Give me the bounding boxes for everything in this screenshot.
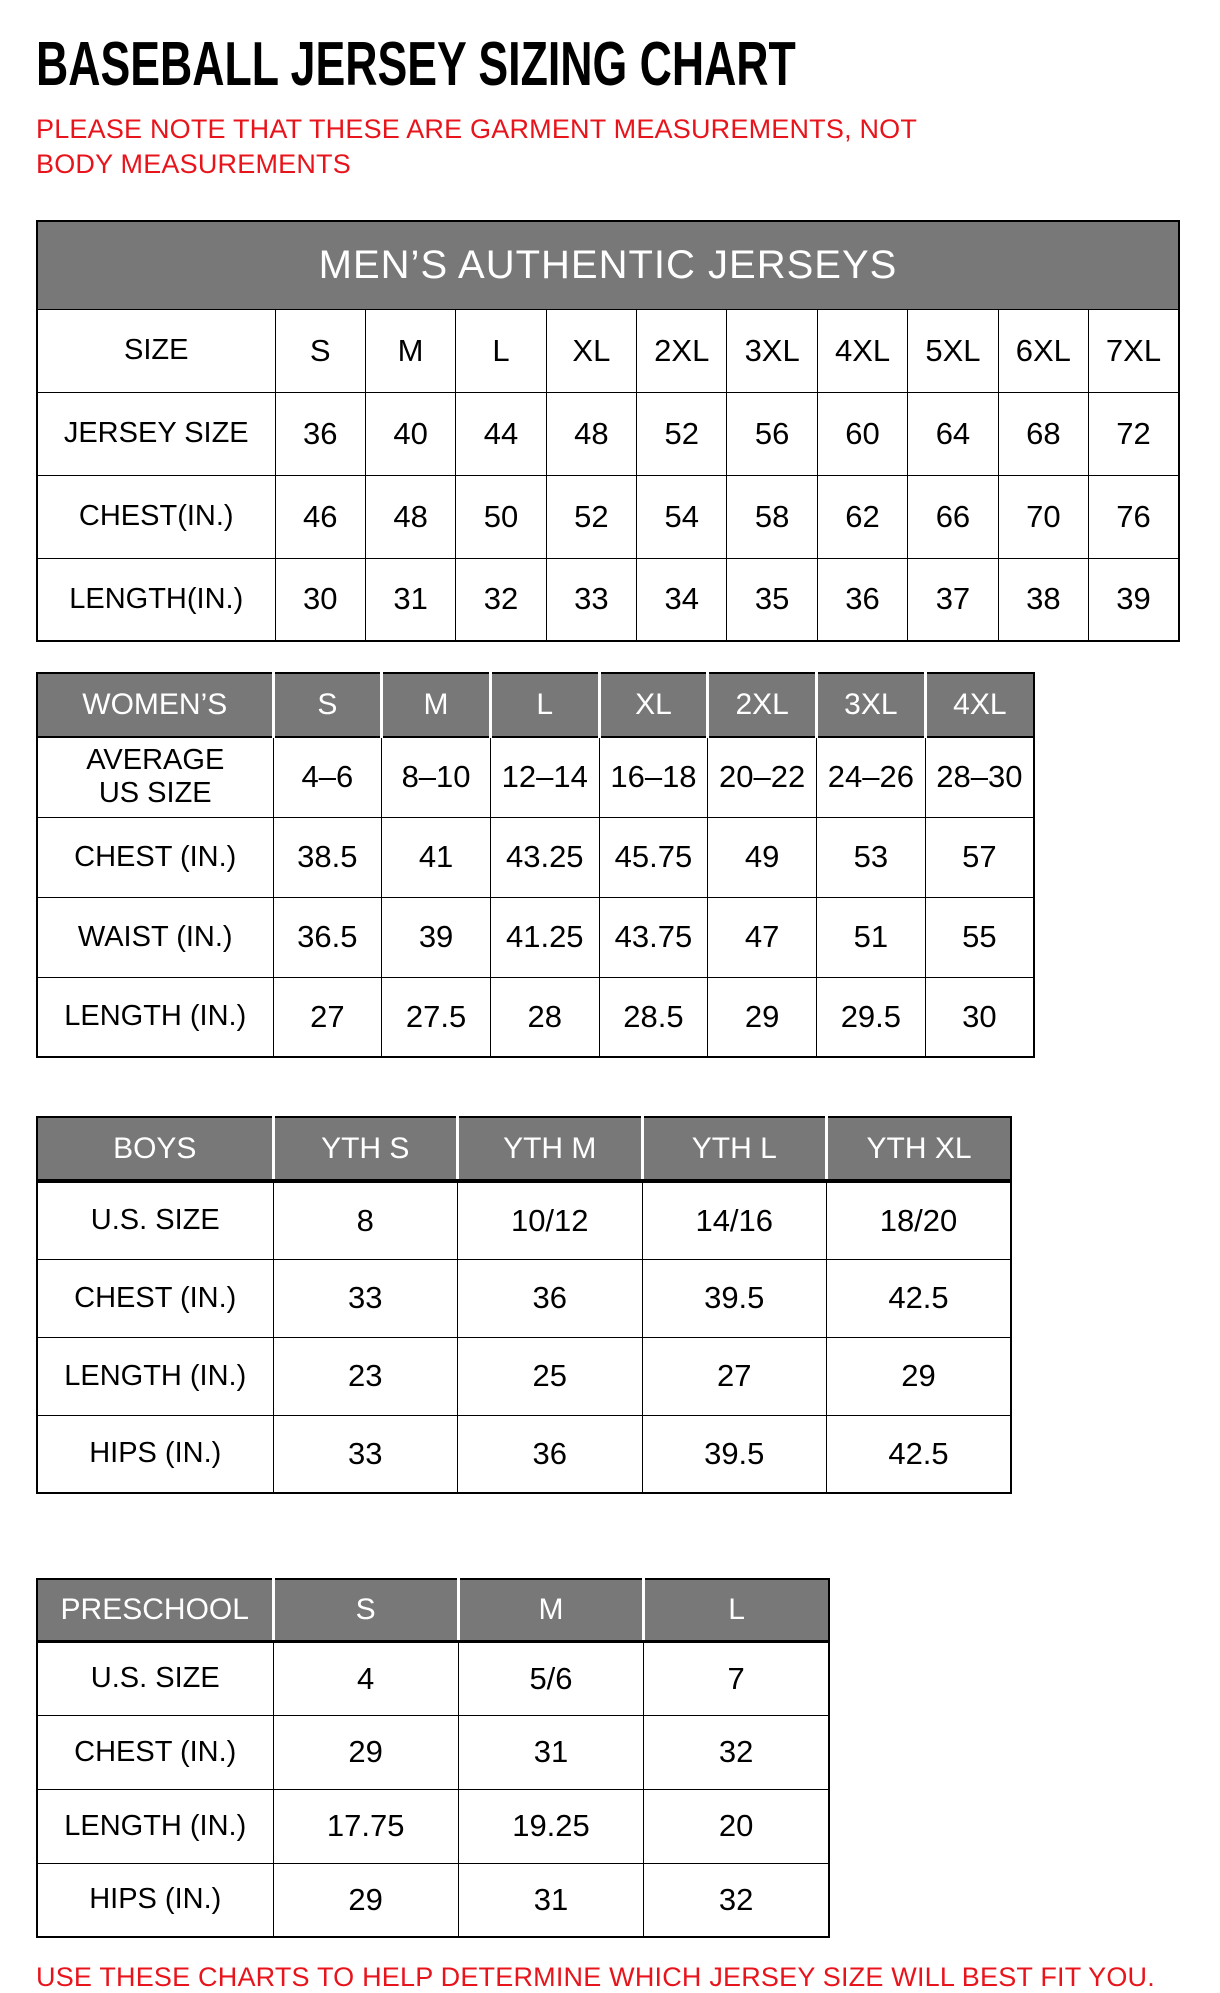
value-cell: 38 xyxy=(998,558,1088,641)
value-cell: 28 xyxy=(490,977,599,1057)
table-title-cell: WOMEN’S xyxy=(37,673,273,737)
value-cell: 8–10 xyxy=(382,737,491,817)
value-cell: 29.5 xyxy=(817,977,926,1057)
row-label-cell: LENGTH (IN.) xyxy=(37,977,273,1057)
garment-measurement-note: PLEASE NOTE THAT THESE ARE GARMENT MEASUREMENTS, NOT BODY MEASUREMENTS xyxy=(36,114,917,180)
value-cell: 57 xyxy=(925,817,1034,897)
value-cell: 46 xyxy=(275,475,365,558)
value-cell: 5/6 xyxy=(458,1641,643,1715)
value-cell: 35 xyxy=(727,558,817,641)
womens-sizing-table xyxy=(36,672,1035,1058)
table-row xyxy=(37,897,1034,977)
value-cell: 28–30 xyxy=(925,737,1034,817)
table-row xyxy=(37,309,1179,392)
value-cell: 16–18 xyxy=(599,737,708,817)
value-cell: 29 xyxy=(273,1863,458,1937)
value-cell: 76 xyxy=(1089,475,1179,558)
value-cell: 34 xyxy=(637,558,727,641)
value-cell: 24–26 xyxy=(817,737,926,817)
value-cell: 30 xyxy=(275,558,365,641)
column-header-cell: YTH L xyxy=(642,1117,827,1181)
value-cell: 20–22 xyxy=(708,737,817,817)
row-label-cell: AVERAGE US SIZE xyxy=(37,737,273,817)
value-cell: 36 xyxy=(817,558,907,641)
value-cell: 33 xyxy=(273,1415,458,1493)
value-cell: 64 xyxy=(908,392,998,475)
value-cell: 6XL xyxy=(998,309,1088,392)
value-cell: S xyxy=(275,309,365,392)
value-cell: 66 xyxy=(908,475,998,558)
row-label-cell: LENGTH (IN.) xyxy=(37,1789,273,1863)
column-header-cell: M xyxy=(458,1579,643,1641)
table-row xyxy=(37,475,1179,558)
table-row xyxy=(37,1337,1011,1415)
value-cell: 32 xyxy=(644,1863,829,1937)
table-row xyxy=(37,1641,829,1715)
value-cell: 49 xyxy=(708,817,817,897)
value-cell: 4–6 xyxy=(273,737,382,817)
value-cell: 8 xyxy=(273,1181,458,1259)
value-cell: 20 xyxy=(644,1789,829,1863)
row-label-cell: LENGTH (IN.) xyxy=(37,1337,273,1415)
table-row xyxy=(37,817,1034,897)
page-title: BASEBALL JERSEY SIZING CHART xyxy=(36,30,796,99)
value-cell: 43.25 xyxy=(490,817,599,897)
value-cell: M xyxy=(365,309,455,392)
value-cell: 32 xyxy=(456,558,546,641)
row-label-cell: HIPS (IN.) xyxy=(37,1863,273,1937)
value-cell: 37 xyxy=(908,558,998,641)
value-cell: 51 xyxy=(817,897,926,977)
mens-sizing-table xyxy=(36,220,1180,642)
value-cell: 39 xyxy=(382,897,491,977)
value-cell: 32 xyxy=(644,1715,829,1789)
column-header-cell: XL xyxy=(599,673,708,737)
column-header-cell: L xyxy=(644,1579,829,1641)
value-cell: 31 xyxy=(458,1863,643,1937)
column-header-cell: M xyxy=(382,673,491,737)
value-cell: 42.5 xyxy=(827,1259,1012,1337)
table-row xyxy=(37,1415,1011,1493)
value-cell: 30 xyxy=(925,977,1034,1057)
value-cell: 36 xyxy=(275,392,365,475)
value-cell: 5XL xyxy=(908,309,998,392)
value-cell: 68 xyxy=(998,392,1088,475)
table-row xyxy=(37,1181,1011,1259)
column-header-cell: 4XL xyxy=(925,673,1034,737)
value-cell: 33 xyxy=(273,1259,458,1337)
table-row xyxy=(37,392,1179,475)
preschool-sizing-table xyxy=(36,1578,830,1938)
value-cell: 29 xyxy=(273,1715,458,1789)
value-cell: 39 xyxy=(1089,558,1179,641)
value-cell: 52 xyxy=(637,392,727,475)
value-cell: 31 xyxy=(365,558,455,641)
value-cell: 41.25 xyxy=(490,897,599,977)
value-cell: 12–14 xyxy=(490,737,599,817)
value-cell: 40 xyxy=(365,392,455,475)
column-header-cell: S xyxy=(273,1579,458,1641)
value-cell: 36.5 xyxy=(273,897,382,977)
value-cell: 54 xyxy=(637,475,727,558)
value-cell: 60 xyxy=(817,392,907,475)
value-cell: XL xyxy=(546,309,636,392)
column-header-cell: YTH M xyxy=(458,1117,643,1181)
value-cell: 25 xyxy=(458,1337,643,1415)
table-row xyxy=(37,1863,829,1937)
value-cell: 38.5 xyxy=(273,817,382,897)
value-cell: 48 xyxy=(365,475,455,558)
value-cell: 27 xyxy=(642,1337,827,1415)
table-row xyxy=(37,977,1034,1057)
value-cell: 36 xyxy=(458,1259,643,1337)
table-row xyxy=(37,737,1034,817)
row-label-cell: JERSEY SIZE xyxy=(37,392,275,475)
value-cell: 41 xyxy=(382,817,491,897)
boys-sizing-table xyxy=(36,1116,1012,1494)
table-banner-row xyxy=(37,221,1179,309)
value-cell: 4 xyxy=(273,1641,458,1715)
value-cell: 39.5 xyxy=(642,1415,827,1493)
value-cell: 39.5 xyxy=(642,1259,827,1337)
value-cell: 62 xyxy=(817,475,907,558)
column-header-cell: YTH S xyxy=(273,1117,458,1181)
value-cell: 10/12 xyxy=(458,1181,643,1259)
row-label-cell: SIZE xyxy=(37,309,275,392)
value-cell: 7 xyxy=(644,1641,829,1715)
column-header-cell: 3XL xyxy=(817,673,926,737)
value-cell: 33 xyxy=(546,558,636,641)
value-cell: 23 xyxy=(273,1337,458,1415)
column-header-row xyxy=(37,1117,1011,1181)
column-header-cell: L xyxy=(490,673,599,737)
value-cell: 2XL xyxy=(637,309,727,392)
row-label-cell: LENGTH(IN.) xyxy=(37,558,275,641)
value-cell: L xyxy=(456,309,546,392)
row-label-cell: HIPS (IN.) xyxy=(37,1415,273,1493)
value-cell: 27 xyxy=(273,977,382,1057)
row-label-cell: CHEST(IN.) xyxy=(37,475,275,558)
value-cell: 3XL xyxy=(727,309,817,392)
value-cell: 27.5 xyxy=(382,977,491,1057)
value-cell: 43.75 xyxy=(599,897,708,977)
table-row xyxy=(37,558,1179,641)
column-header-row xyxy=(37,673,1034,737)
fit-advice-footer: USE THESE CHARTS TO HELP DETERMINE WHICH JERSEY SIZE WILL BEST FIT YOU. xyxy=(36,1962,1155,1993)
row-label-cell: WAIST (IN.) xyxy=(37,897,273,977)
value-cell: 18/20 xyxy=(827,1181,1012,1259)
table-row xyxy=(37,1789,829,1863)
value-cell: 44 xyxy=(456,392,546,475)
value-cell: 29 xyxy=(708,977,817,1057)
row-label-cell: U.S. SIZE xyxy=(37,1641,273,1715)
value-cell: 45.75 xyxy=(599,817,708,897)
column-header-row xyxy=(37,1579,829,1641)
value-cell: 19.25 xyxy=(458,1789,643,1863)
table-banner: MEN’S AUTHENTIC JERSEYS xyxy=(37,221,1179,309)
value-cell: 4XL xyxy=(817,309,907,392)
value-cell: 47 xyxy=(708,897,817,977)
value-cell: 52 xyxy=(546,475,636,558)
column-header-cell: YTH XL xyxy=(827,1117,1012,1181)
value-cell: 53 xyxy=(817,817,926,897)
value-cell: 17.75 xyxy=(273,1789,458,1863)
value-cell: 28.5 xyxy=(599,977,708,1057)
row-label-cell: CHEST (IN.) xyxy=(37,1715,273,1789)
value-cell: 29 xyxy=(827,1337,1012,1415)
column-header-cell: 2XL xyxy=(708,673,817,737)
value-cell: 55 xyxy=(925,897,1034,977)
table-row xyxy=(37,1259,1011,1337)
value-cell: 31 xyxy=(458,1715,643,1789)
value-cell: 72 xyxy=(1089,392,1179,475)
table-title-cell: PRESCHOOL xyxy=(37,1579,273,1641)
row-label-cell: CHEST (IN.) xyxy=(37,817,273,897)
value-cell: 50 xyxy=(456,475,546,558)
value-cell: 42.5 xyxy=(827,1415,1012,1493)
table-title-cell: BOYS xyxy=(37,1117,273,1181)
row-label-cell: U.S. SIZE xyxy=(37,1181,273,1259)
column-header-cell: S xyxy=(273,673,382,737)
value-cell: 7XL xyxy=(1089,309,1179,392)
value-cell: 58 xyxy=(727,475,817,558)
row-label-cell: CHEST (IN.) xyxy=(37,1259,273,1337)
value-cell: 36 xyxy=(458,1415,643,1493)
value-cell: 14/16 xyxy=(642,1181,827,1259)
value-cell: 48 xyxy=(546,392,636,475)
table-row xyxy=(37,1715,829,1789)
value-cell: 70 xyxy=(998,475,1088,558)
value-cell: 56 xyxy=(727,392,817,475)
